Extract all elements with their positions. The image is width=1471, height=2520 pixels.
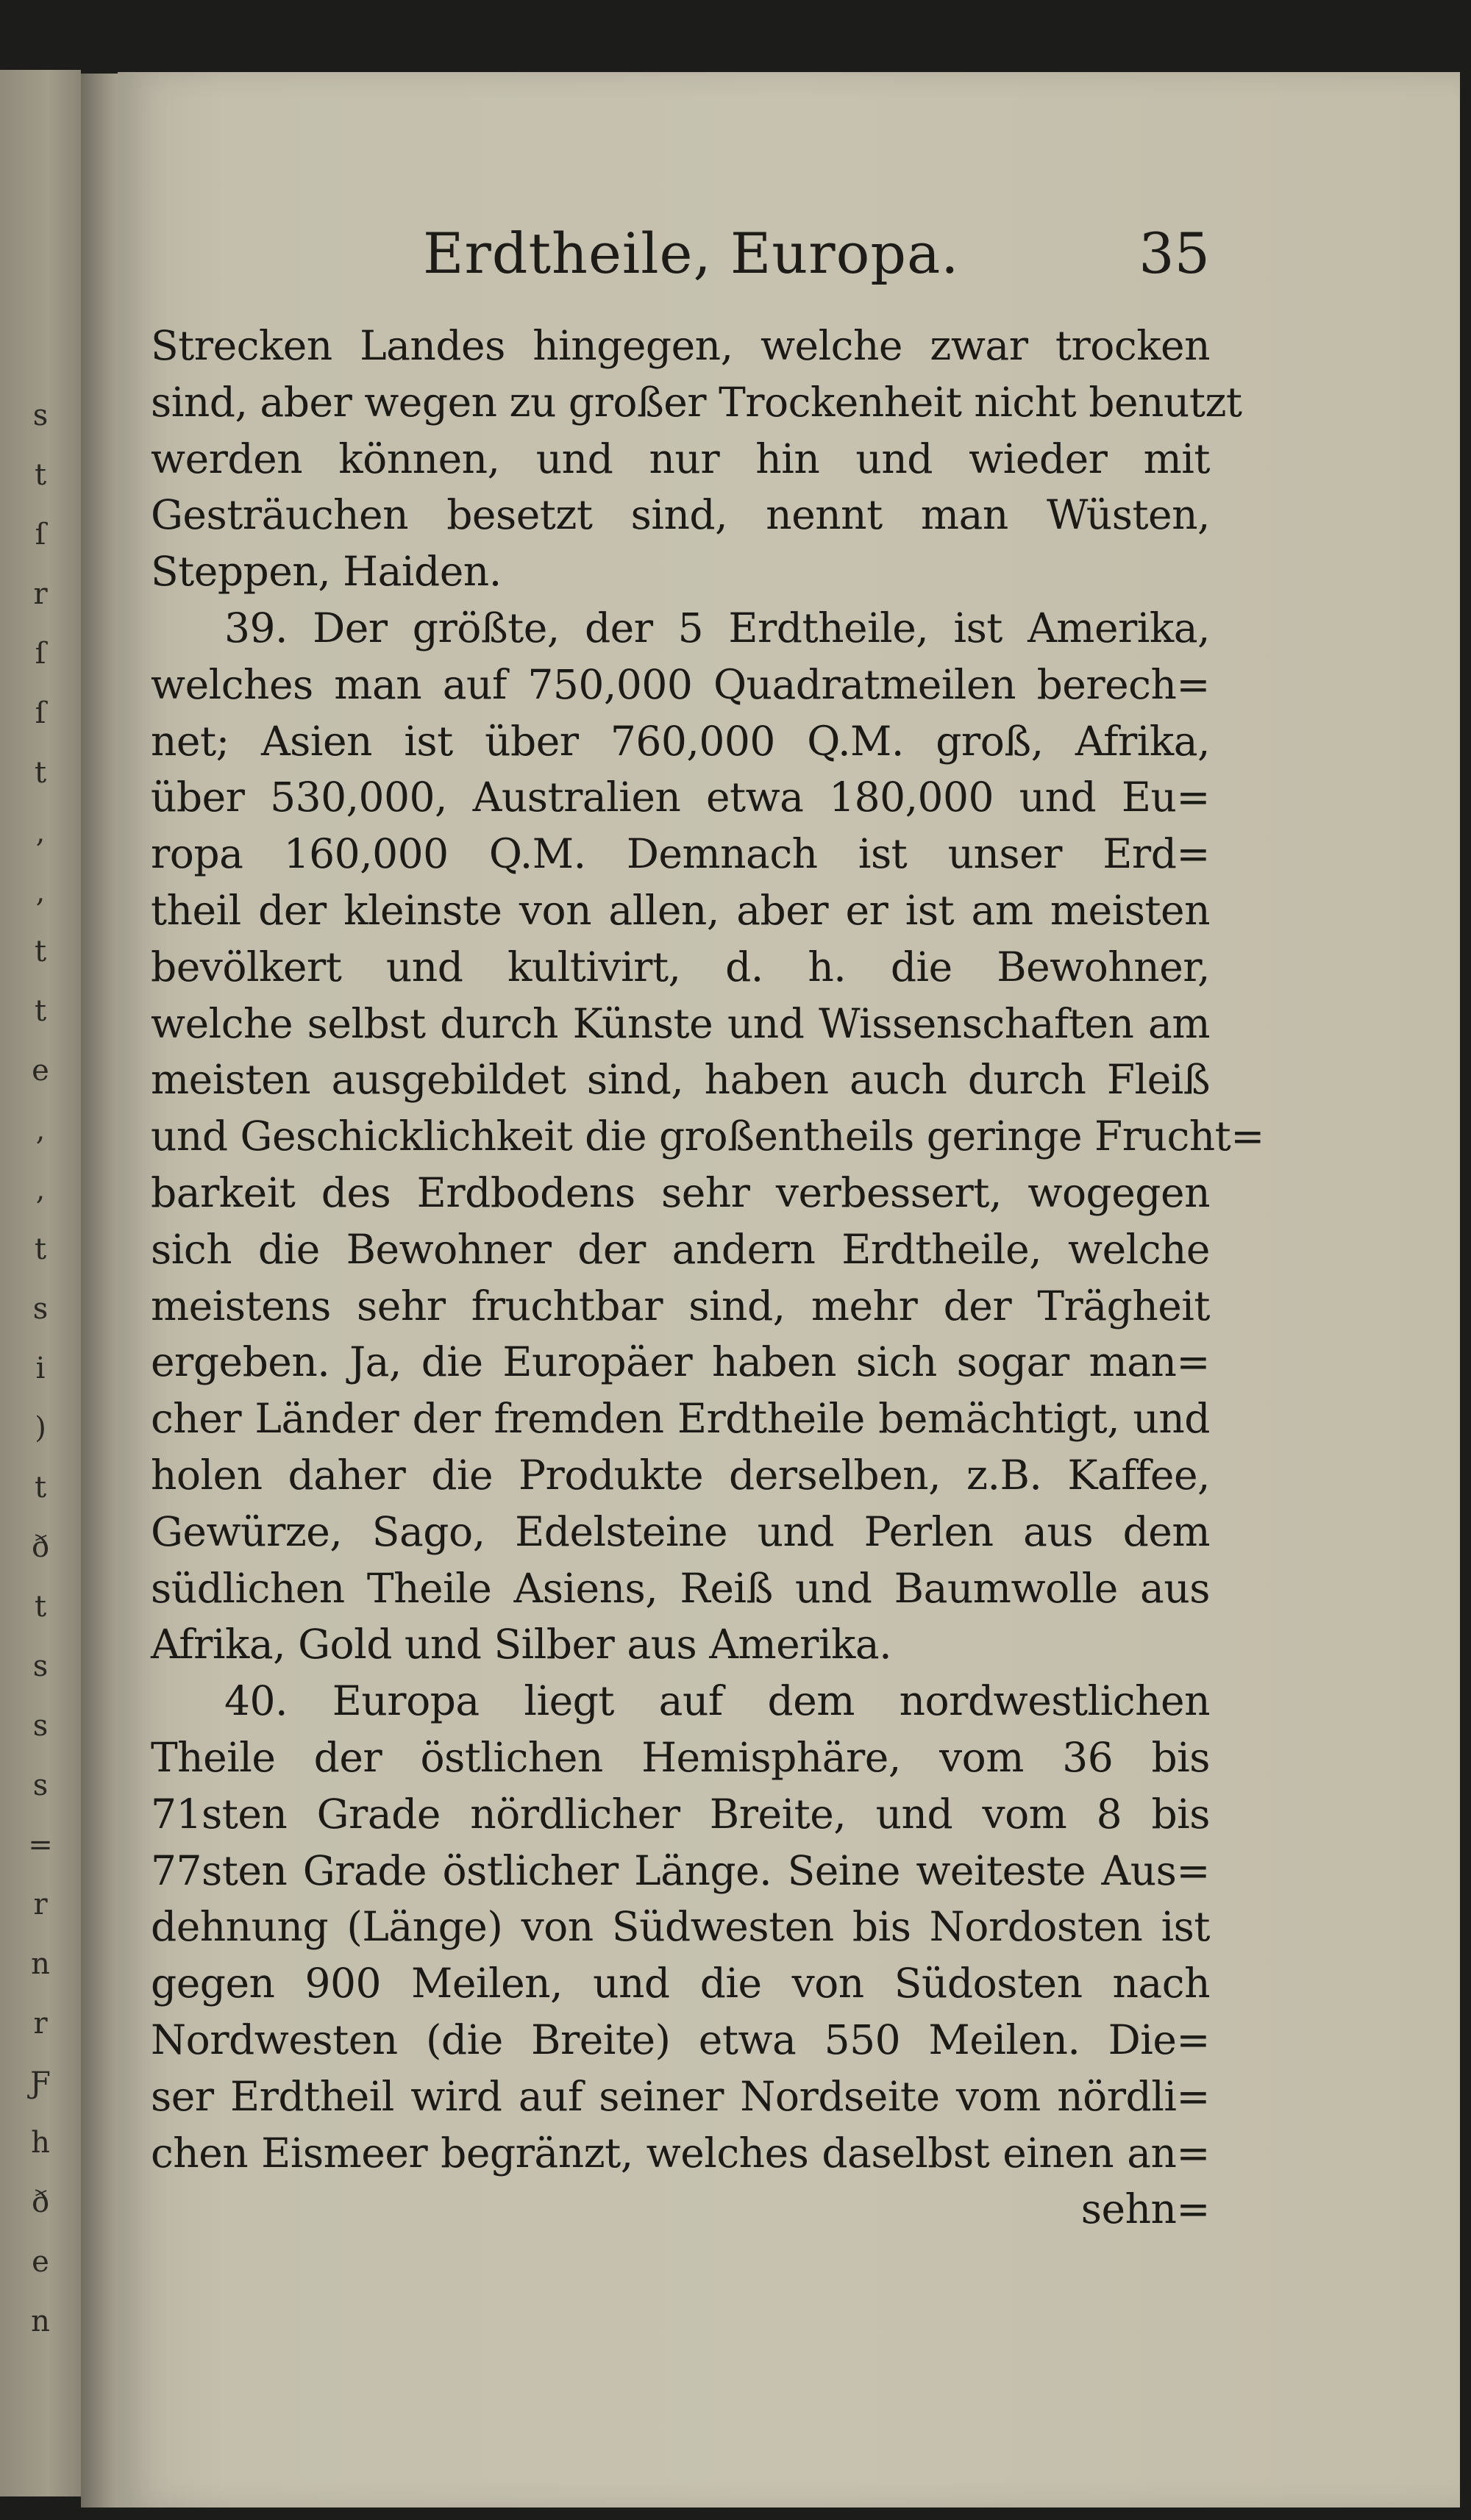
ghost-glyph: r [33,1888,48,1921]
ghost-glyph: t [34,1590,47,1624]
ghost-glyph: ſ [35,637,46,671]
text-line: 71sten Grade nördlicher Breite, und vom 8 bis [151,1790,1210,1838]
ghost-glyph: s [32,1709,49,1743]
ghost-glyph: t [34,935,47,968]
ghost-glyph: ð [31,2185,50,2219]
text-line: welches man auf 750,000 Quadratmeilen berech= [151,660,1210,708]
text-line: cher Länder der fremden Erdtheile bemächtigt, und [151,1395,1210,1443]
text-line: welche selbst durch Künste und Wissenschaften am [151,999,1210,1047]
ghost-glyph: = [28,1828,53,1862]
text-line: meisten ausgebildet sind, haben auch durch Fleiß [151,1056,1210,1104]
ghost-glyph: t [34,1232,47,1266]
text-line: 77sten Grade östlicher Länge. Seine weiteste Aus= [151,1846,1210,1894]
ghost-glyph: s [32,399,49,432]
ghost-glyph: Ƒ [30,2066,51,2100]
ghost-glyph: t [34,756,47,790]
ghost-glyph: t [34,994,47,1028]
ghost-glyph: s [32,1292,49,1326]
ghost-glyph: , [35,1173,46,1207]
text-line: meistens sehr fruchtbar sind, mehr der Trägheit [151,1282,1210,1329]
text-line: südlichen Theile Asiens, Reiß und Baumwolle aus [151,1564,1210,1612]
text-line: Steppen, Haiden. [151,548,502,596]
text-line: Gesträuchen besetzt sind, nennt man Wüsten, [151,491,1210,539]
text-line: chen Eismeer begränzt, welches daselbst einen an= [151,2129,1210,2177]
body-text [151,318,1264,2238]
ghost-glyph: h [31,2126,50,2160]
text-line: ropa 160,000 Q.M. Demnach ist unser Erd= [151,830,1210,878]
ghost-glyph: t [34,458,47,492]
text-line: dehnung (Länge) von Südwesten bis Nordosten ist [151,1903,1210,1951]
text-line: barkeit des Erdbodens sehr verbessert, wogegen [151,1168,1210,1216]
text-line: ergeben. Ja, die Europäer haben sich sogar man= [151,1338,1210,1386]
text-line: sich die Bewohner der andern Erdtheile, welche [151,1225,1210,1273]
text-line: Afrika, Gold und Silber aus Amerika. [151,1621,892,1668]
ghost-glyph: , [35,875,46,909]
text-line: net; Asien ist über 760,000 Q.M. groß, Afrika, [151,717,1210,765]
text-line: sind, aber wegen zu großer Trockenheit nicht benutzt [151,378,1242,426]
ghost-glyph: , [35,1113,46,1147]
ghost-glyph: r [33,2007,48,2041]
page-number: 35 [1139,221,1210,286]
previous-page-edge [0,70,81,2496]
ghost-glyph: ) [35,1411,46,1445]
text-line: theil der kleinste von allen, aber er ist am meisten [151,886,1210,934]
text-line: Nordwesten (die Breite) etwa 550 Meilen. Die= [151,2016,1210,2063]
ghost-glyph: s [32,1649,49,1683]
ghost-glyph: ð [31,1530,50,1564]
running-title: Erdtheile, Europa. [423,221,960,286]
text-line: gegen 900 Meilen, und die von Südosten nach [151,1960,1210,2007]
ghost-glyph: i [35,1352,46,1385]
ghost-glyph: e [32,1054,49,1088]
text-line: sehn= [1080,2185,1210,2233]
ghost-glyph: n [31,2305,50,2338]
ghost-glyph: ſ [35,518,46,552]
text-line: über 530,000, Australien etwa 180,000 und Eu= [151,774,1210,821]
ghost-glyph: r [33,577,48,611]
running-header [423,221,1210,286]
text-line: holen daher die Produkte derselben, z.B. Kaffee, [151,1451,1210,1499]
text-line: ser Erdtheil wird auf seiner Nordseite vom nördli= [151,2072,1210,2120]
text-line: Theile der östlichen Hemisphäre, vom 36 bis [151,1733,1210,1781]
text-line: Strecken Landes hingegen, welche zwar trocken [151,322,1210,369]
ghost-glyph: n [31,1947,50,1981]
ghost-glyph: t [34,1471,47,1504]
ghost-glyph: s [32,1768,49,1802]
text-line: und Geschicklichkeit die großentheils geringe Frucht= [151,1113,1264,1160]
text-line: bevölkert und kultivirt, d. h. die Bewohner, [151,943,1210,990]
text-line: Gewürze, Sago, Edelsteine und Perlen aus dem [151,1507,1210,1555]
text-line: 40. Europa liegt auf dem nordwestlichen [224,1677,1210,1725]
ghost-glyph: ſ [35,696,46,730]
book-gutter [81,74,121,2507]
ghost-glyph: e [32,2245,49,2279]
text-line: 39. Der größte, der 5 Erdtheile, ist Amerika, [224,604,1210,652]
ghost-glyph: , [35,815,46,849]
text-line: werden können, und nur hin und wieder mit [151,435,1210,482]
